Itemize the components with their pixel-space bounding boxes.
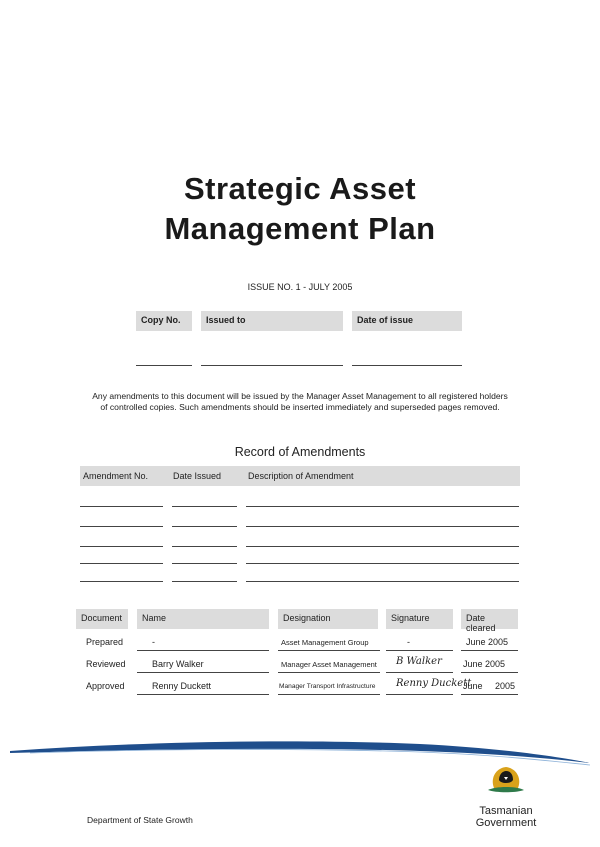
issue-number: ISSUE NO. 1 - JULY 2005 [247, 282, 353, 292]
row-document: Approved [86, 681, 125, 691]
logo-line-1: Tasmanian [479, 805, 533, 817]
row-line [386, 694, 453, 695]
amendment-line [246, 563, 519, 564]
row-line [278, 694, 380, 695]
signoff-header-date: Date cleared [461, 609, 518, 629]
row-line [461, 694, 518, 695]
row-line [461, 650, 518, 651]
row-signature: - [407, 637, 410, 647]
copy-no-line [136, 365, 192, 366]
row-line [278, 650, 380, 651]
row-name: Barry Walker [152, 659, 204, 669]
date-issued-header: Date Issued [173, 471, 222, 481]
issued-to-header: Issued to [201, 311, 343, 331]
signoff-header-designation: Designation [278, 609, 378, 629]
row-date: June 2005 [463, 659, 506, 669]
row-line [386, 672, 453, 673]
signoff-header-document: Document [76, 609, 128, 629]
row-designation: Manager Asset Management [281, 660, 377, 669]
amendment-line [80, 506, 163, 507]
row-line [137, 672, 269, 673]
amendments-title: Record of Amendments [234, 445, 366, 459]
row-document: Prepared [86, 637, 124, 647]
department-name: Department of State Growth [87, 815, 193, 825]
row-designation: Asset Management Group [281, 638, 369, 647]
document-title-line1: Strategic Asset [183, 171, 417, 206]
amendment-line [246, 526, 519, 527]
amendment-line [246, 581, 519, 582]
signoff-header-name: Name [137, 609, 269, 629]
amendment-line [246, 506, 519, 507]
row-line [137, 694, 269, 695]
description-header: Description of Amendment [248, 471, 354, 481]
row-date: June 2005 [463, 681, 516, 691]
row-date: June 2005 [466, 637, 509, 647]
date-of-issue-line [352, 365, 462, 366]
row-name: - [152, 637, 155, 647]
amendment-line [80, 546, 163, 547]
row-name: Renny Duckett [152, 681, 212, 691]
document-title-line2: Management Plan [164, 211, 436, 246]
amendment-line [80, 581, 163, 582]
signoff-header-signature: Signature [386, 609, 453, 629]
row-document: Reviewed [86, 659, 126, 669]
amendment-line [172, 563, 237, 564]
amendment-notice: Any amendments to this document will be issued by the Manager Asset Management to all registered holders of controlled copies. Such amendments should be inserted immediately and superseded pages removed. [92, 391, 508, 412]
copy-no-header: Copy No. [136, 311, 192, 331]
issued-to-line [201, 365, 343, 366]
row-line [461, 672, 518, 673]
row-designation: Manager Transport Infrastructure [279, 683, 376, 690]
amendment-line [80, 526, 163, 527]
amendment-line [172, 581, 237, 582]
amendment-no-header: Amendment No. [83, 471, 149, 481]
amendment-line [246, 546, 519, 547]
amendment-line [80, 563, 163, 564]
reviewer-signature: B Walker [396, 656, 442, 667]
row-line [137, 650, 269, 651]
tasmanian-government-logo [466, 758, 546, 829]
date-of-issue-header: Date of issue [352, 311, 462, 331]
row-line [278, 672, 380, 673]
amendment-line [172, 506, 237, 507]
logo-line-2: Government [475, 817, 537, 829]
tasmanian-devil-icon [466, 758, 546, 800]
approver-signature: Renny Duckett [396, 678, 472, 689]
amendment-line [172, 526, 237, 527]
row-line [386, 650, 453, 651]
amendment-line [172, 546, 237, 547]
